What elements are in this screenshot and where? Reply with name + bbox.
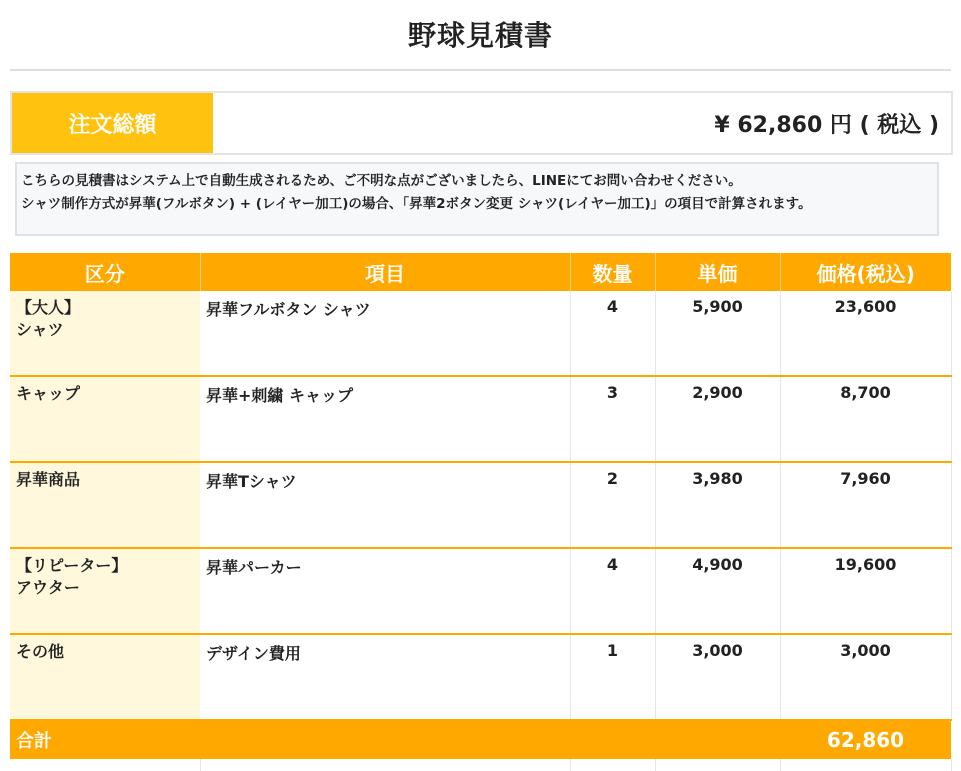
table-tail-row <box>10 759 951 771</box>
order-total-panel <box>10 91 953 155</box>
row-item: デザイン費用 <box>200 634 570 720</box>
row-category: 【大人】 シャツ <box>10 291 200 376</box>
row-category: キャップ <box>10 376 200 462</box>
order-total-value: ¥ 62,860 円 ( 税込 ) <box>714 112 939 138</box>
header-unit-price: 単価 <box>655 253 780 291</box>
row-price: 19,600 <box>780 548 951 634</box>
row-unit-price: 3,980 <box>655 462 780 548</box>
page-title: 野球見積書 <box>407 19 553 52</box>
table-row <box>10 548 951 634</box>
row-quantity: 1 <box>570 634 655 720</box>
row-item: 昇華フルボタン シャツ <box>200 291 570 376</box>
table-row <box>10 634 951 720</box>
header-price-tax-incl: 価格(税込) <box>780 253 951 291</box>
row-quantity: 3 <box>570 376 655 462</box>
row-unit-price: 3,000 <box>655 634 780 720</box>
table-row <box>10 462 951 548</box>
table-row <box>10 291 951 376</box>
notice-box <box>15 162 939 236</box>
row-quantity: 2 <box>570 462 655 548</box>
notice-line-2: シャツ制作方式が昇華(フルボタン) + (レイヤー加工)の場合、「昇華2ボタン変更 シャツ(レイヤー加工)」の項目で計算されます。 <box>21 196 812 212</box>
row-item: 昇華Tシャツ <box>200 462 570 548</box>
table-header-row <box>10 253 951 291</box>
row-unit-price: 5,900 <box>655 291 780 376</box>
row-item: 昇華パーカー <box>200 548 570 634</box>
row-price: 23,600 <box>780 291 951 376</box>
row-quantity: 4 <box>570 291 655 376</box>
header-category: 区分 <box>10 253 200 291</box>
row-price: 8,700 <box>780 376 951 462</box>
total-row-label: 合計 <box>10 720 200 759</box>
order-total-label: 注文総額 <box>12 93 213 153</box>
total-row-value: 62,860 <box>780 720 951 759</box>
row-category: 昇華商品 <box>10 462 200 548</box>
row-price: 3,000 <box>780 634 951 720</box>
notice-line-1: こちらの見積書はシステム上で自動生成されるため、ご不明な点がございましたら、LINEにてお問い合わせください。 <box>21 173 742 189</box>
row-unit-price: 2,900 <box>655 376 780 462</box>
title-divider <box>10 69 951 71</box>
header-quantity: 数量 <box>570 253 655 291</box>
row-item: 昇華+刺繍 キャップ <box>200 376 570 462</box>
header-item: 項目 <box>200 253 570 291</box>
table-row <box>10 376 951 462</box>
row-price: 7,960 <box>780 462 951 548</box>
row-category: その他 <box>10 634 200 720</box>
row-unit-price: 4,900 <box>655 548 780 634</box>
estimate-table <box>10 253 952 771</box>
row-category: 【リピーター】 アウター <box>10 548 200 634</box>
total-row <box>10 720 951 759</box>
row-quantity: 4 <box>570 548 655 634</box>
